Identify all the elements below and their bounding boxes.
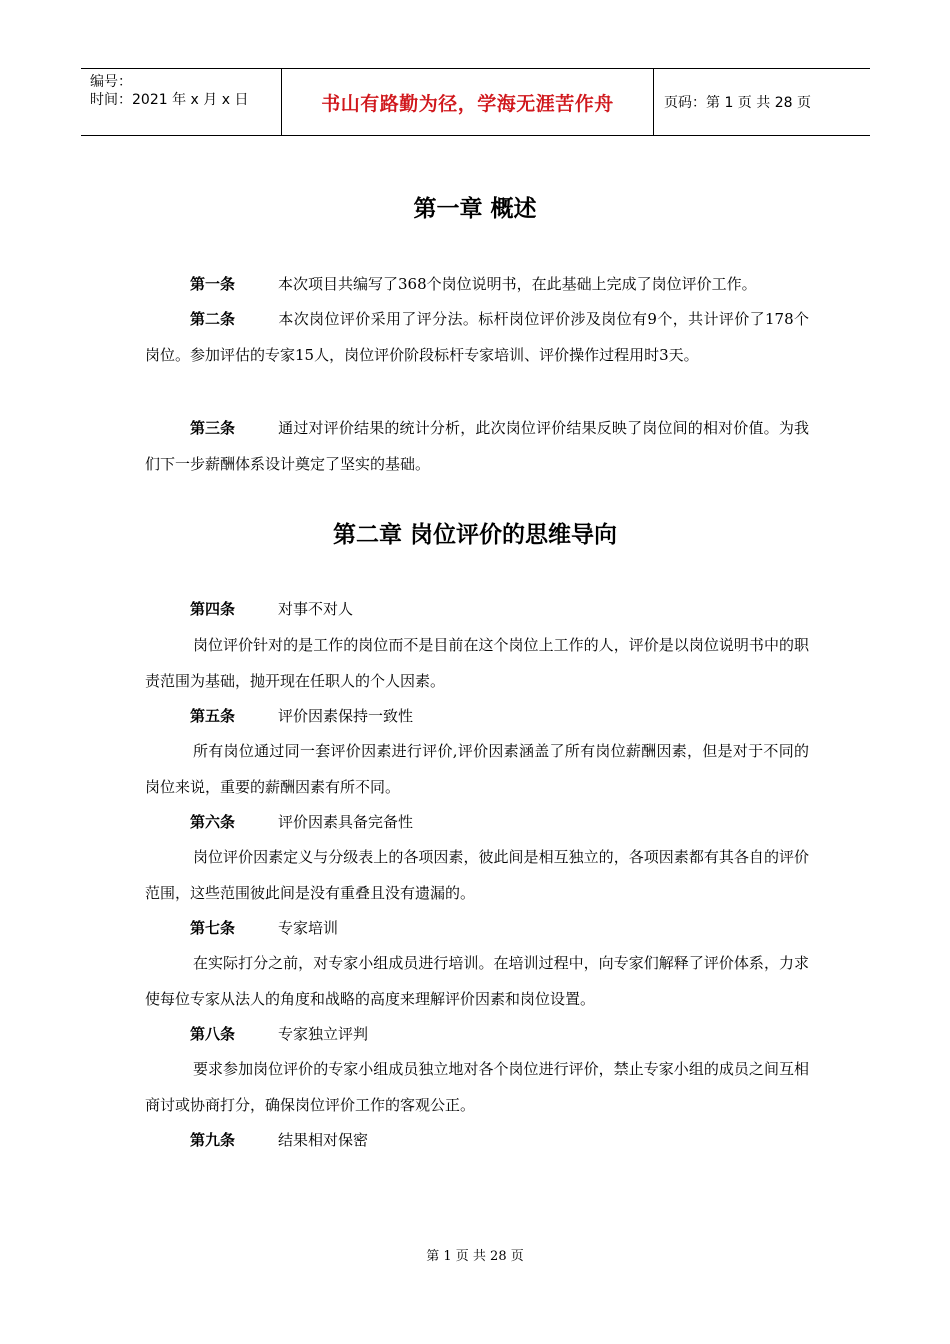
article-text: 本次岗位评价采用了评分法。标杆岗位评价涉及岗位有9个，共计评价了178个岗位。参加评估的专家15人，岗位评价阶段标杆专家培训、评价操作过程用时3天。 — [145, 310, 809, 364]
article-8 — [145, 1016, 809, 1052]
header-motto: 书山有路勤为径，学海无涯苦作舟 — [281, 69, 654, 135]
page-header — [81, 68, 870, 136]
article-6 — [145, 804, 809, 840]
article-8-body: 要求参加岗位评价的专家小组成员独立地对各个岗位进行评价，禁止专家小组的成员之间互相商讨或协商打分，确保岗位评价工作的客观公正。 — [145, 1060, 809, 1114]
article-label: 第五条 — [190, 707, 236, 725]
article-label: 第一条 — [190, 275, 236, 293]
article-label: 第八条 — [190, 1025, 236, 1043]
chapter-title: 第一章 概述 — [413, 196, 537, 222]
article-heading: 专家独立评判 — [278, 1025, 369, 1043]
page-footer: 第 1 页 共 28 页 — [426, 1249, 524, 1264]
article-label: 第九条 — [190, 1131, 236, 1149]
article-5 — [145, 698, 809, 734]
article-3 — [145, 410, 809, 482]
doc-number-label: 编号： — [90, 74, 132, 90]
article-label: 第三条 — [190, 419, 236, 437]
article-heading: 对事不对人 — [278, 600, 354, 618]
article-label: 第七条 — [190, 919, 236, 937]
article-2 — [145, 301, 809, 373]
article-heading: 结果相对保密 — [278, 1131, 369, 1149]
article-text: 本次项目共编写了368个岗位说明书，在此基础上完成了岗位评价工作。 — [278, 275, 757, 293]
article-heading: 评价因素具备完备性 — [278, 813, 414, 831]
article-4 — [145, 591, 809, 627]
chapter-title: 第二章 岗位评价的思维导向 — [332, 522, 617, 548]
header-meta — [81, 69, 281, 135]
header-page-info: 页码：第 1 页 共 28 页 — [664, 95, 811, 111]
article-1 — [145, 266, 809, 302]
article-heading: 评价因素保持一致性 — [278, 707, 414, 725]
article-9 — [145, 1122, 809, 1158]
article-label: 第四条 — [190, 600, 236, 618]
article-label: 第六条 — [190, 813, 236, 831]
article-7-body: 在实际打分之前，对专家小组成员进行培训。在培训过程中，向专家们解释了评价体系，力求使每位专家从法人的角度和战略的高度来理解评价因素和岗位设置。 — [145, 954, 809, 1008]
article-heading: 专家培训 — [278, 919, 339, 937]
article-7 — [145, 910, 809, 946]
article-text: 通过对评价结果的统计分析，此次岗位评价结果反映了岗位间的相对价值。为我们下一步薪酬体系设计奠定了坚实的基础。 — [145, 419, 809, 473]
article-label: 第二条 — [190, 310, 236, 328]
article-4-body: 岗位评价针对的是工作的岗位而不是目前在这个岗位上工作的人，评价是以岗位说明书中的职责范围为基础，抛开现在任职人的个人因素。 — [145, 636, 809, 690]
doc-time-label: 时间：2021 年 x 月 x 日 — [90, 92, 249, 108]
article-5-body: 所有岗位通过同一套评价因素进行评价,评价因素涵盖了所有岗位薪酬因素，但是对于不同的岗位来说，重要的薪酬因素有所不同。 — [145, 742, 809, 796]
article-6-body: 岗位评价因素定义与分级表上的各项因素，彼此间是相互独立的，各项因素都有其各自的评价范围，这些范围彼此间是没有重叠且没有遗漏的。 — [145, 848, 809, 902]
